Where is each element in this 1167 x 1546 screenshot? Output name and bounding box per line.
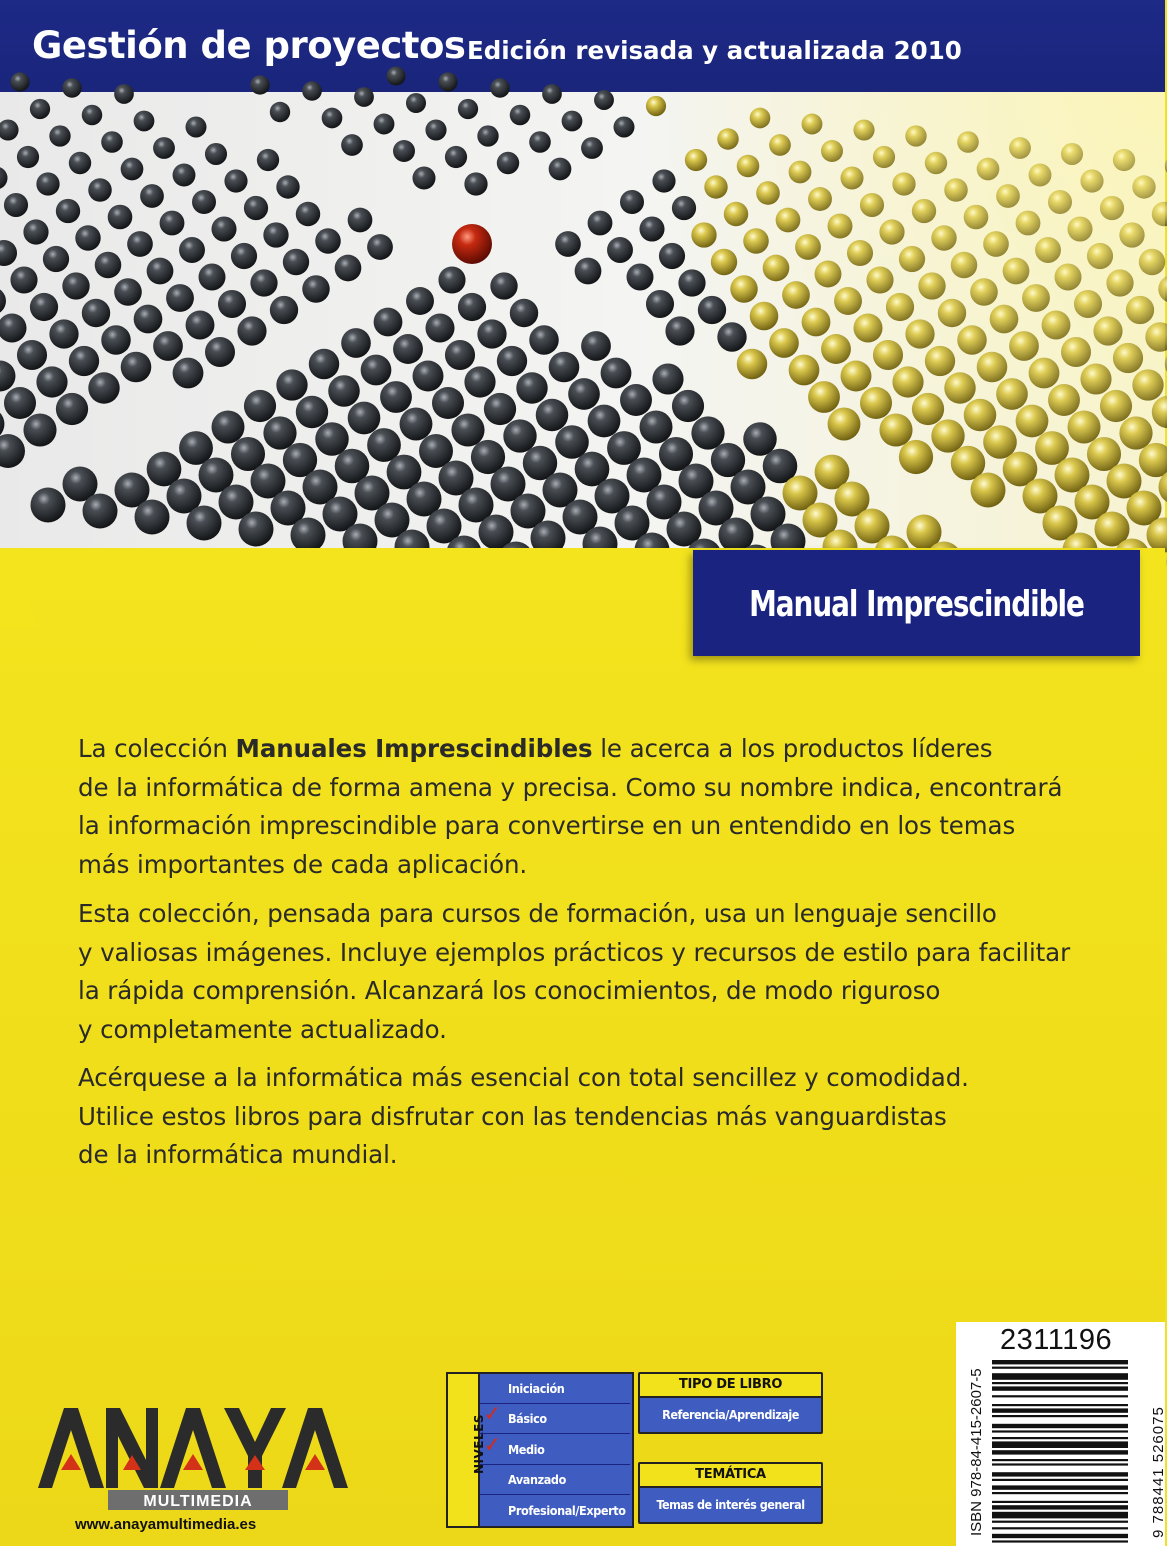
sphere <box>250 269 277 296</box>
bold-collection-name: Manuales Imprescindibles <box>235 734 593 763</box>
sphere <box>328 375 360 407</box>
sphere <box>503 419 536 452</box>
sphere <box>231 243 257 269</box>
sphere <box>529 325 559 355</box>
tematica-title: TEMÁTICA <box>640 1464 821 1488</box>
sphere <box>581 137 603 159</box>
sphere <box>315 422 348 455</box>
sphere <box>315 228 341 254</box>
sphere <box>497 152 519 174</box>
barcode-bar <box>992 1540 1128 1542</box>
sphere <box>95 252 122 279</box>
logo-text: ANAYA <box>191 1486 195 1487</box>
barcode-bar <box>992 1505 1128 1509</box>
yellow-notch <box>0 548 40 628</box>
sphere <box>23 219 48 244</box>
sphere <box>335 255 362 282</box>
paragraph-3 <box>78 1059 1138 1175</box>
sphere <box>361 355 392 386</box>
sphere <box>17 146 39 168</box>
level-row <box>480 1465 630 1495</box>
sphere <box>393 334 423 364</box>
sphere <box>153 331 183 361</box>
sphere <box>4 193 28 217</box>
manual-label: Manual Imprescindible <box>749 584 1084 625</box>
sphere <box>549 352 580 383</box>
barcode-bar <box>992 1367 1128 1369</box>
sphere <box>263 222 288 247</box>
sphere <box>30 293 58 321</box>
sphere <box>490 272 517 299</box>
sphere <box>490 78 509 97</box>
sphere <box>211 216 236 241</box>
barcode-bar <box>992 1492 1128 1494</box>
barcode-bar <box>992 1534 1128 1538</box>
sphere <box>30 99 50 119</box>
paragraph-line: de la informática mundial. <box>78 1140 398 1169</box>
sphere <box>56 393 88 425</box>
sphere <box>134 111 155 132</box>
tematica-box <box>638 1462 823 1524</box>
level-label: Iniciación <box>508 1381 565 1396</box>
tipo-libro-value: Referencia/Aprendizaje <box>662 1407 799 1422</box>
sphere <box>23 413 56 446</box>
sphere <box>205 337 235 367</box>
paragraph-2 <box>78 895 1138 1049</box>
barcode-bar <box>992 1430 1128 1432</box>
top-title-band <box>0 0 1165 95</box>
sphere <box>322 108 343 129</box>
ean-digits: 9 788441 526075 <box>1150 1406 1167 1538</box>
sphere <box>114 84 134 104</box>
level-row <box>480 1374 630 1404</box>
sphere <box>108 205 133 230</box>
sphere <box>49 125 70 146</box>
sphere <box>218 290 246 318</box>
sphere <box>250 75 269 94</box>
level-label: Básico <box>508 1411 547 1427</box>
sphere <box>406 287 434 315</box>
sphere <box>173 358 204 389</box>
sphere <box>575 258 602 285</box>
sphere <box>173 164 196 187</box>
sphere <box>432 387 464 419</box>
sphere <box>438 72 457 91</box>
sphere <box>296 202 320 226</box>
sphere <box>536 399 569 432</box>
sphere <box>477 125 498 146</box>
paragraph-line: la rápida comprensión. Alcanzará los conocimientos, de modo riguroso <box>78 976 941 1005</box>
paragraph-line: la información imprescindible para convertirse en un entendido en los temas <box>78 811 1016 840</box>
sphere <box>160 211 185 236</box>
sphere <box>380 381 412 413</box>
sphere <box>425 119 446 140</box>
sphere <box>257 149 279 171</box>
level-row <box>480 1404 630 1434</box>
sphere <box>445 146 467 168</box>
sphere <box>510 105 531 126</box>
sphere <box>341 134 363 156</box>
sphere <box>400 408 433 441</box>
sphere <box>484 393 516 425</box>
level-label: Avanzado <box>508 1472 566 1488</box>
sphere <box>464 172 487 195</box>
barcode-code: 2311196 <box>1000 1324 1113 1356</box>
tematica-value: Temas de interés general <box>656 1497 805 1512</box>
barcode-bar <box>992 1360 1128 1364</box>
tipo-libro-box <box>638 1372 823 1434</box>
level-label: Medio <box>508 1441 545 1457</box>
sphere <box>244 390 276 422</box>
sphere <box>244 196 268 220</box>
series-title: Gestión de proyectos <box>32 24 466 67</box>
sphere <box>270 102 290 122</box>
sphere <box>542 84 562 104</box>
niveles-box <box>446 1372 634 1528</box>
barcode-bar <box>992 1373 1128 1380</box>
isbn-text: ISBN 978-84-415-2607-5 <box>968 1368 985 1536</box>
sphere <box>239 512 274 547</box>
sphere <box>296 396 328 428</box>
manual-imprescindible-banner <box>693 550 1140 656</box>
sphere <box>412 166 435 189</box>
cover-photo-spheres <box>0 92 1165 552</box>
paragraph-line: y valiosas imágenes. Incluye ejemplos prácticos y recursos de estilo para facilitar <box>78 937 1071 967</box>
barcode-bar <box>992 1408 1128 1412</box>
sphere <box>529 131 551 153</box>
sphere <box>121 158 144 181</box>
sphere <box>348 402 381 435</box>
barcode-bar <box>992 1386 1128 1390</box>
sphere <box>88 372 119 403</box>
sphere <box>36 172 59 195</box>
logo-sub-text: MULTIMEDIA <box>143 1493 253 1510</box>
barcode-bar <box>992 1472 1128 1476</box>
text-run: La colección <box>78 734 236 763</box>
barcode-bar <box>992 1404 1128 1406</box>
edition-label: Edición revisada y actualizada 2010 <box>467 36 962 65</box>
sphere <box>192 190 216 214</box>
niveles-title: NIVELES <box>472 1414 486 1474</box>
sphere <box>464 366 495 397</box>
sphere <box>62 78 81 97</box>
sphere <box>199 264 226 291</box>
sphere <box>179 237 205 263</box>
sphere <box>452 224 492 264</box>
sphere <box>127 231 153 257</box>
sphere <box>413 361 444 392</box>
sphere <box>354 87 374 107</box>
level-label: Profesional/Experto <box>508 1502 626 1518</box>
paragraph-line: de la informática de forma amena y precisa. Como su nombre indica, encontrará <box>78 772 1063 802</box>
sphere <box>31 488 66 523</box>
sphere <box>69 152 91 174</box>
paragraph-line: más importantes de cada aplicación. <box>78 849 528 879</box>
anaya-multimedia-logo <box>38 1408 348 1528</box>
sphere <box>62 272 89 299</box>
barcode-bar <box>992 1382 1128 1384</box>
sphere <box>425 313 454 342</box>
sphere <box>367 234 393 260</box>
barcode-bar <box>992 1437 1128 1439</box>
sphere <box>69 346 99 376</box>
sphere <box>153 137 175 159</box>
barcode-bar <box>992 1463 1128 1465</box>
sphere <box>140 184 164 208</box>
sphere <box>56 199 80 223</box>
barcode-bar <box>992 1441 1128 1448</box>
sphere <box>88 178 112 202</box>
barcode-bar <box>992 1521 1128 1523</box>
sphere <box>438 266 465 293</box>
sphere <box>341 328 371 358</box>
paragraph-line: Esta colección, pensada para cursos de formación, usa un lenguaje sencillo <box>78 899 997 928</box>
sphere <box>451 413 484 446</box>
sphere <box>147 258 174 285</box>
sphere <box>458 293 486 321</box>
barcode-bar <box>992 1527 1128 1529</box>
sphere <box>302 275 329 302</box>
paragraph-line <box>78 730 1138 769</box>
barcode-bar <box>992 1485 1128 1489</box>
sphere <box>10 266 37 293</box>
sphere <box>83 494 118 529</box>
sphere <box>10 72 29 91</box>
sphere <box>114 278 142 306</box>
sphere <box>75 225 100 250</box>
sphere <box>568 378 600 410</box>
sphere <box>283 249 309 275</box>
sphere <box>187 506 222 541</box>
sphere <box>516 372 547 403</box>
sphere <box>186 311 215 340</box>
sphere <box>82 299 110 327</box>
sphere <box>121 352 152 383</box>
sphere <box>374 114 395 135</box>
text-run: le acerca a los productos líderes <box>592 734 993 763</box>
sphere <box>302 81 322 101</box>
sphere <box>82 105 103 126</box>
barcode-bar <box>992 1459 1128 1461</box>
sphere <box>4 387 36 419</box>
barcode-bar <box>992 1450 1128 1454</box>
sphere <box>135 500 170 535</box>
sphere <box>36 366 67 397</box>
tipo-libro-title: TIPO DE LIBRO <box>640 1374 821 1398</box>
sphere <box>458 99 478 119</box>
sphere <box>101 131 123 153</box>
sphere <box>49 319 78 348</box>
sphere <box>477 319 506 348</box>
sphere <box>276 369 307 400</box>
sphere <box>237 316 266 345</box>
sphere <box>17 340 47 370</box>
niveles-tab <box>448 1374 486 1526</box>
barcode-bar <box>992 1512 1128 1519</box>
sphere <box>406 93 426 113</box>
publisher-website: www.anayamultimedia.es <box>75 1516 257 1533</box>
sphere <box>393 140 415 162</box>
sphere <box>212 411 245 444</box>
barcode-bar <box>992 1479 1128 1481</box>
check-icon: ✓ <box>484 1432 501 1458</box>
paragraph-1 <box>78 730 1138 884</box>
sphere <box>445 340 475 370</box>
barcode-bar <box>992 1424 1128 1428</box>
barcode-bar <box>992 1395 1128 1397</box>
sphere <box>224 169 247 192</box>
sphere <box>205 143 227 165</box>
sphere <box>549 158 572 181</box>
sphere <box>101 325 131 355</box>
sphere <box>263 416 296 449</box>
sphere <box>387 67 406 86</box>
sphere <box>510 299 538 327</box>
paragraph-line: Acérquese a la informática más esencial con total sencillez y comodidad. <box>78 1063 969 1092</box>
sphere <box>562 111 583 132</box>
sphere <box>134 305 163 334</box>
sphere <box>309 349 339 379</box>
sphere <box>555 231 581 257</box>
level-row <box>480 1432 630 1465</box>
sphere <box>348 208 373 233</box>
paragraph-line: y completamente actualizado. <box>78 1014 447 1044</box>
paragraph-line: Utilice estos libros para disfrutar con las tendencias más vanguardistas <box>78 1101 947 1131</box>
barcode-bar <box>992 1415 1128 1417</box>
sphere <box>276 175 299 198</box>
barcode-bar <box>992 1501 1128 1503</box>
sphere <box>186 117 207 138</box>
check-icon: ✓ <box>484 1402 501 1428</box>
level-row <box>480 1496 630 1525</box>
sphere <box>497 346 527 376</box>
sphere <box>43 246 69 272</box>
sphere <box>270 296 298 324</box>
sphere <box>374 308 403 337</box>
sphere <box>166 284 194 312</box>
